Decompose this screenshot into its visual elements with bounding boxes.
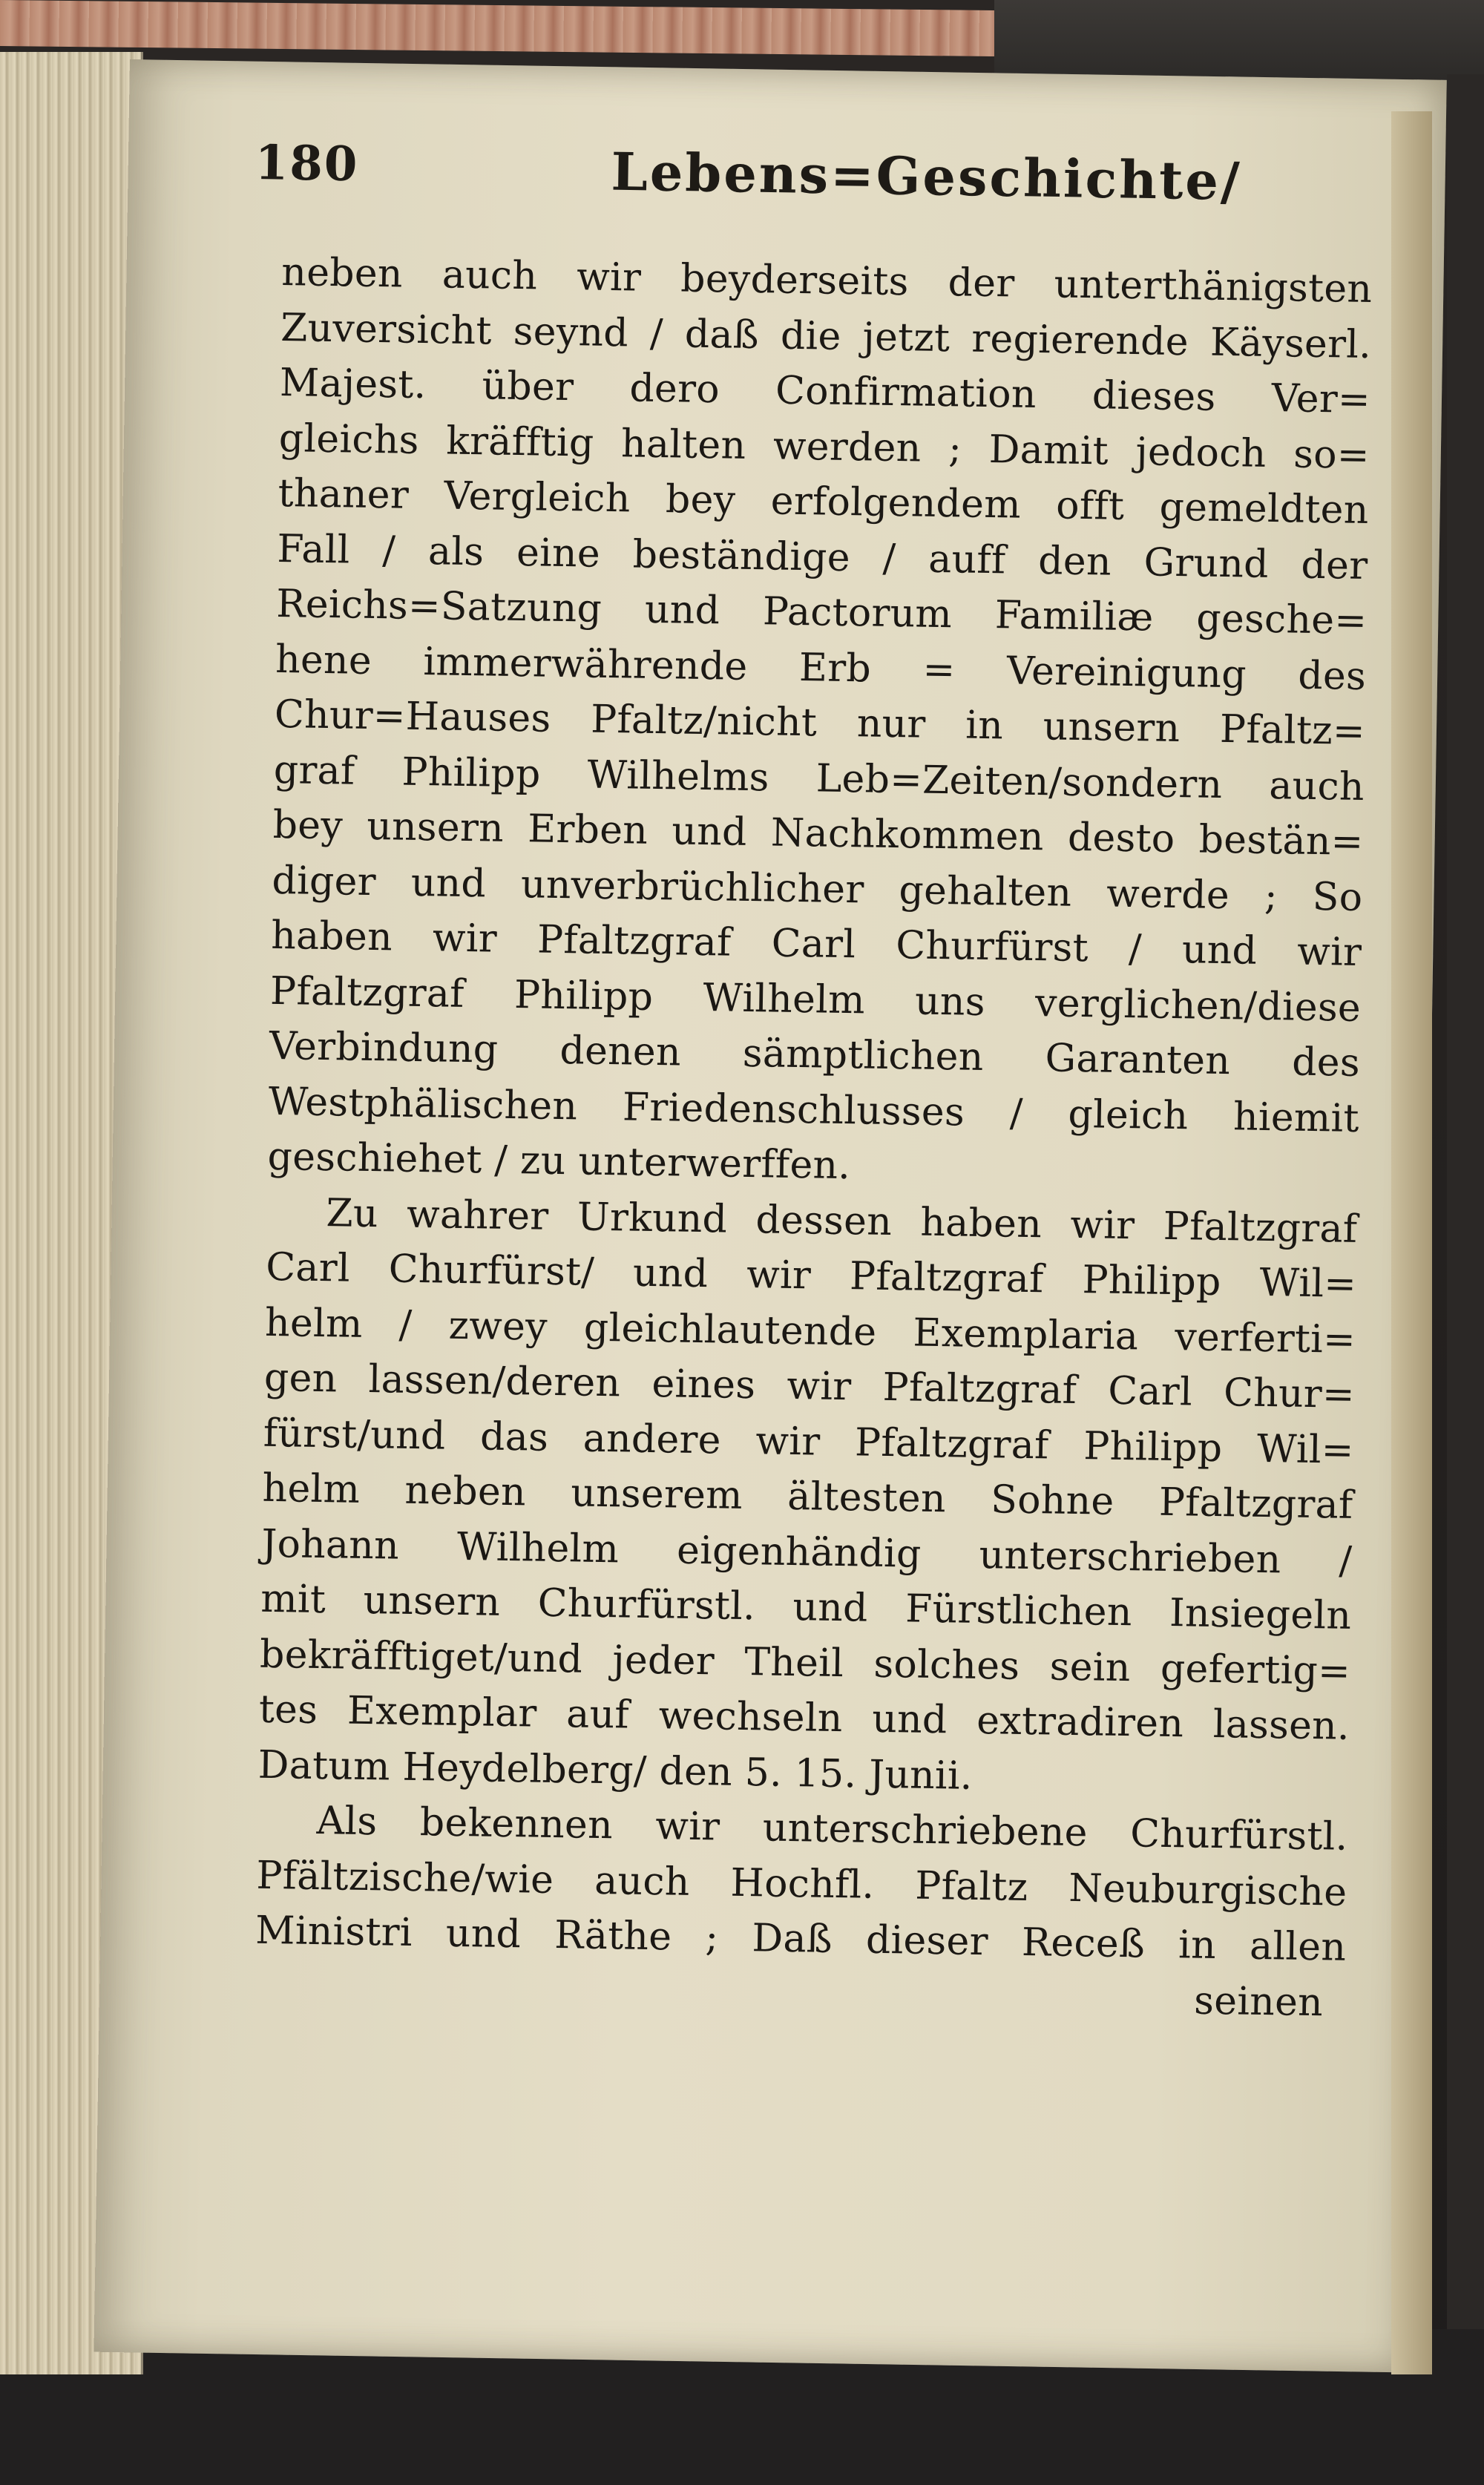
running-header — [158, 104, 1310, 233]
text-line: haben wir Pfaltzgraf Carl Churfürst / und wir — [270, 913, 1362, 975]
text-line: Als bekennen wir unterschriebene Churfürstl. — [316, 1798, 1348, 1859]
text-line: hene immerwährende Erb = Vereinigung des — [275, 637, 1367, 699]
text-line: Westphälischen Friedenschlusses / gleich hiemit — [268, 1079, 1360, 1141]
text-line: diger und unverbrüchlicher gehalten werde ; So — [272, 858, 1363, 920]
text-line: Carl Churfürst/ und wir Pfaltzgraf Philipp Wil= — [265, 1244, 1357, 1307]
text-line: helm neben unserem ältesten Sohne Pfaltzgraf — [262, 1465, 1353, 1528]
marbled-top-edge — [0, 0, 1002, 56]
text-line: Ministri und Räthe ; Daß dieser Receß in allen — [255, 1908, 1347, 1970]
page-number: 180 — [255, 135, 359, 193]
text-line: tes Exemplar auf wechseln und extradiren lassen. — [258, 1687, 1350, 1749]
book-cover-right — [1447, 74, 1484, 2485]
text-line: mit unsern Churfürstl. und Fürstlichen Insiegeln — [260, 1576, 1352, 1638]
text-line: Pfaltzgraf Philipp Wilhelm uns verglichen/diese — [269, 968, 1362, 1031]
text-line: Zu wahrer Urkund dessen haben wir Pfaltzgraf — [326, 1190, 1358, 1252]
text-line: graf Philipp Wilhelms Leb=Zeiten/sondern auch — [273, 747, 1365, 810]
book-cover-top — [994, 0, 1484, 82]
text-line: gleichs kräfftig halten werden ; Damit jedoch so= — [278, 416, 1370, 478]
text-line: thaner Vergleich bey erfolgendem offt gemeldten — [278, 470, 1370, 534]
body-text — [255, 245, 1373, 2031]
text-line: Johann Wilhelm eigenhändig unterschrieben / — [261, 1521, 1353, 1583]
text-line: bekräfftiget/und jeder Theil solches sein gefertig= — [259, 1632, 1351, 1694]
page-right-edge — [1391, 111, 1432, 2374]
text-line: gen lassen/deren eines wir Pfaltzgraf Carl Chur= — [263, 1355, 1356, 1417]
text-line: Zuversicht seynd / daß die jetzt regierende Käyserl. — [280, 305, 1372, 367]
text-line: Reichs=Satzung und Pactorum Familiæ gesche= — [275, 581, 1368, 644]
text-line: Fall / als eine beständige / auff den Grund der — [277, 526, 1368, 588]
text-line: geschiehet / zu unterwerffen. — [267, 1134, 851, 1189]
text-line: Chur=Hauses Pfaltz/nicht nur in unsern Pfaltz= — [274, 692, 1366, 755]
text-line: neben auch wir beyderseits der unterthänigsten — [280, 249, 1373, 312]
text-line: Majest. über dero Confirmation dieses Ver= — [279, 360, 1371, 423]
text-line: Datum Heydelberg/ den 5. 15. Junii. — [257, 1742, 974, 1799]
text-line: bey unsern Erben und Nachkommen desto bestän= — [272, 802, 1365, 864]
text-line: Verbindung denen sämptlichen Garanten des — [269, 1023, 1361, 1086]
text-line: helm / zwey gleichlautende Exemplaria verferti= — [264, 1300, 1356, 1362]
catchword: seinen — [1193, 1978, 1324, 2025]
text-line: Pfältzische/wie auch Hochfl. Pfaltz Neuburgische — [256, 1853, 1347, 1915]
text-line: fürst/und das andere wir Pfaltzgraf Philipp Wil= — [263, 1411, 1355, 1473]
running-title: Lebens=Geschichte/ — [610, 140, 1243, 212]
